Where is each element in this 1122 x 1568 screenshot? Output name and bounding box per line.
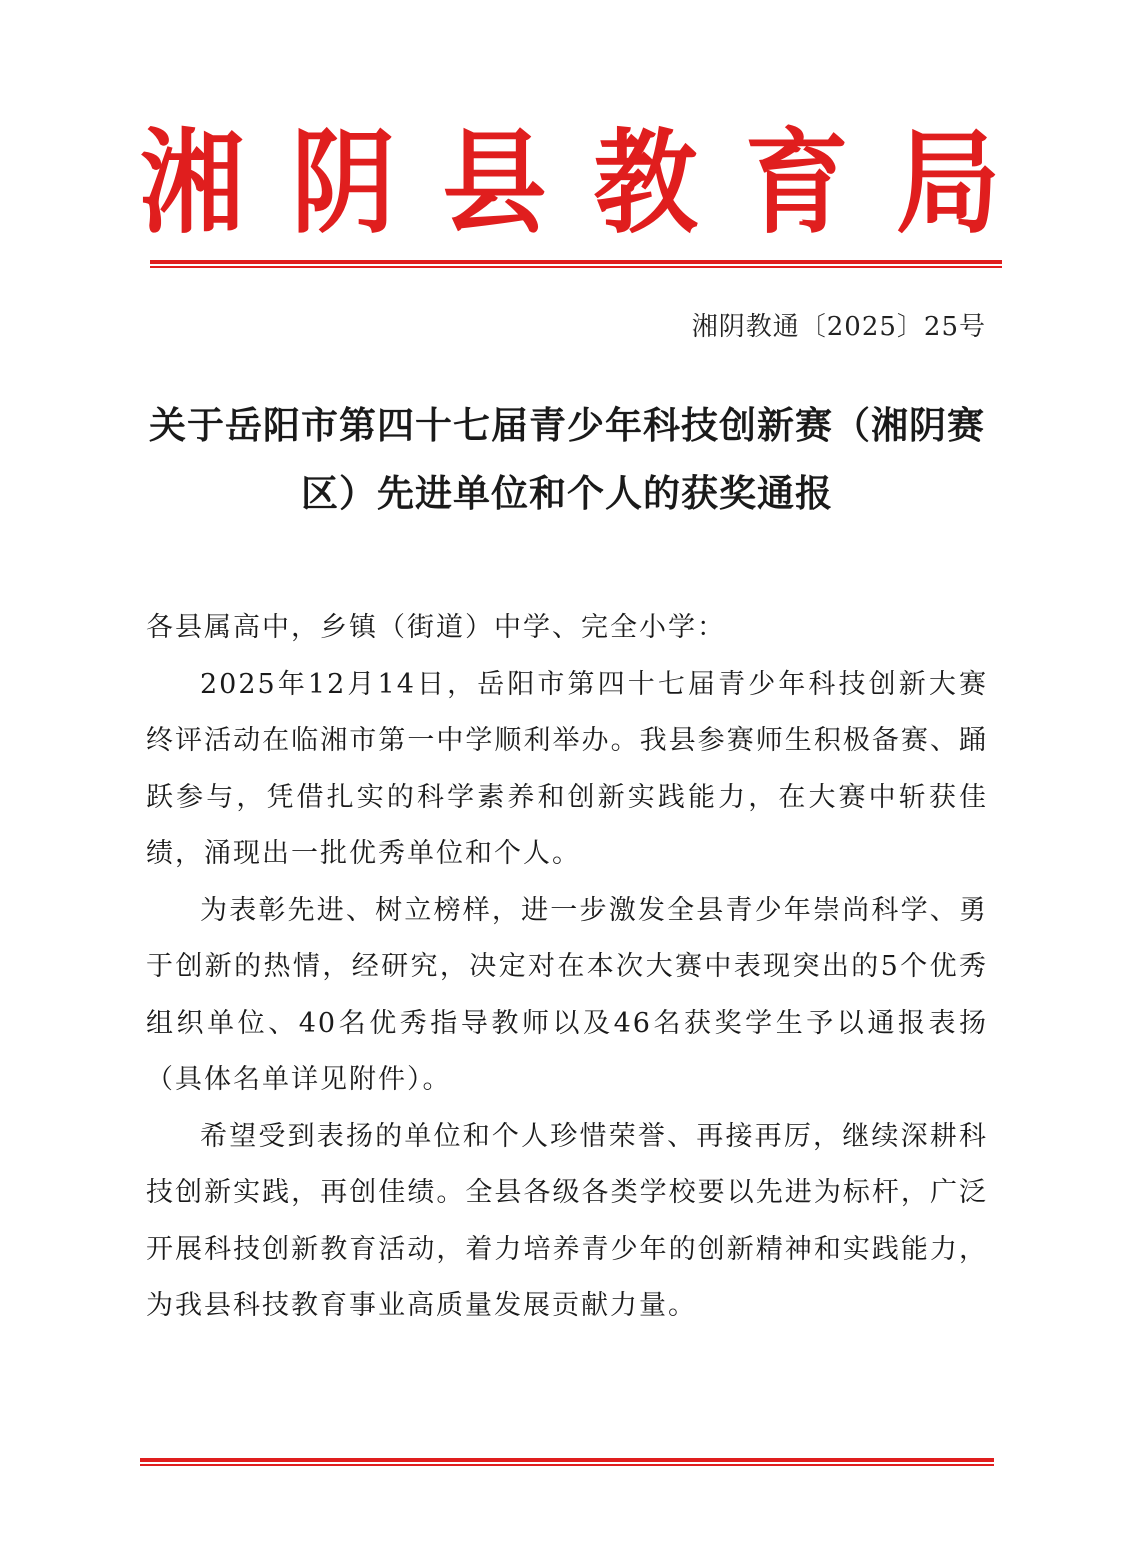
footer-divider (140, 1458, 994, 1466)
masthead-divider (150, 260, 1002, 268)
body-paragraph: 为表彰先进、树立榜样，进一步激发全县青少年崇尚科学、勇于创新的热情，经研究，决定对在本次大赛中表现突出的5个优秀组织单位、40名优秀指导教师以及46名获奖学生予以通报表扬（具体名单详见附件）。 (146, 894, 988, 1095)
salutation: 各县属高中，乡镇（街道）中学、完全小学： (146, 612, 726, 643)
masthead-char: 教 (593, 116, 698, 249)
masthead-char: 县 (442, 116, 547, 249)
body-paragraph: 希望受到表扬的单位和个人珍惜荣誉、再接再厉，继续深耕科技创新实践，再创佳绩。全县各级各类学校要以先进为标杆，广泛开展科技创新教育活动，着力培养青少年的创新精神和实践能力，为我县科技教育事业高质量发展贡献力量。 (146, 1120, 988, 1321)
masthead-char: 局 (895, 116, 1000, 249)
document-title: 关于岳阳市第四十七届青少年科技创新赛（湘阴赛区）先进单位和个人的获奖通报 (149, 404, 985, 515)
document-number: 湘阴教通〔2025〕25号 (691, 312, 986, 342)
body-paragraph: 2025年12月14日，岳阳市第四十七届青少年科技创新大赛终评活动在临湘市第一中学顺利举办。我县参赛师生积极备赛、踊跃参与，凭借扎实的科学素养和创新实践能力，在大赛中斩获佳绩，涌现出一批优秀单位和个人。 (146, 668, 988, 869)
document-body (146, 600, 988, 1335)
masthead-title (140, 118, 1000, 248)
masthead-char: 育 (744, 116, 849, 249)
masthead-char: 阴 (291, 116, 396, 249)
masthead-char: 湘 (140, 116, 245, 249)
